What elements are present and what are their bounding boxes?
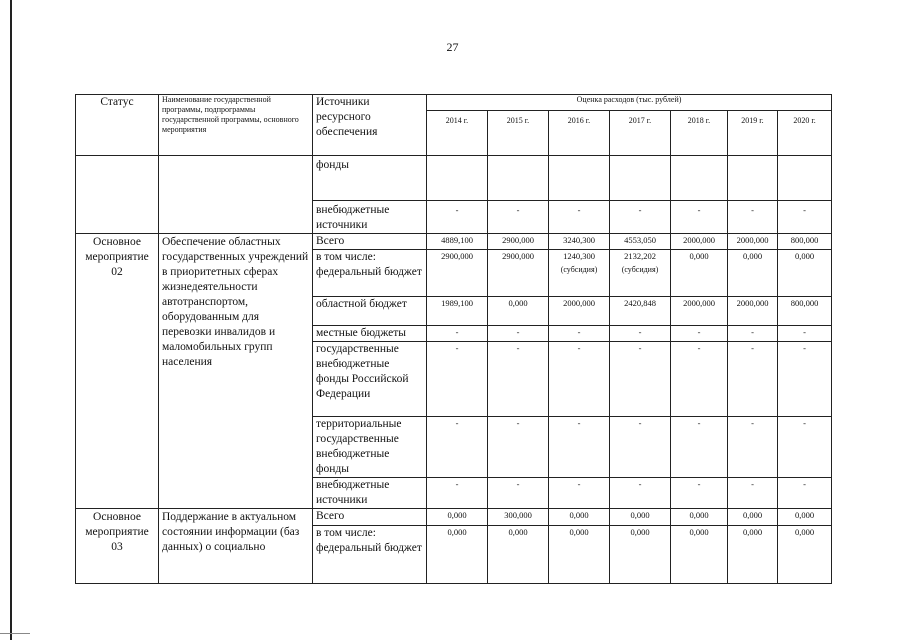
value: 800,000 — [790, 235, 819, 245]
value: 2132,202 — [624, 251, 656, 261]
value: 0,000 — [689, 510, 709, 520]
value-cell — [728, 526, 778, 584]
measure-name: Поддержание в актуальном состоянии информации (баз данных) о социально — [159, 509, 313, 584]
value: 2900,000 — [502, 251, 534, 261]
value-cell: - — [728, 201, 778, 234]
value-cell — [610, 250, 671, 297]
value: 2000,000 — [736, 298, 769, 308]
value-cell: - — [488, 201, 549, 234]
value: 800,000 — [790, 298, 819, 308]
value-cell — [427, 234, 488, 250]
expense-table — [75, 94, 832, 584]
value: 300,000 — [504, 510, 532, 520]
value-cell — [549, 234, 610, 250]
value-cell — [728, 342, 778, 417]
value-cell — [488, 234, 549, 250]
value: 0,000 — [508, 298, 528, 308]
value: 0,000 — [794, 527, 815, 537]
value: - — [455, 479, 459, 489]
status-cell-empty — [76, 156, 159, 234]
source-cell: территориальные государственные внебюджетные фонды — [313, 417, 427, 478]
header-year: 2020 г. — [778, 111, 832, 156]
value-cell — [427, 250, 488, 297]
value-cell — [728, 417, 778, 478]
value: 2420,848 — [624, 298, 656, 308]
value-cell — [427, 342, 488, 417]
value-cell — [549, 297, 610, 326]
value: - — [697, 343, 701, 353]
value: - — [697, 327, 701, 337]
value: 2900,000 — [441, 251, 473, 261]
value-cell — [610, 156, 671, 201]
value-cell — [549, 326, 610, 342]
value-cell — [728, 478, 778, 509]
value-cell — [488, 478, 549, 509]
value: - — [751, 418, 754, 428]
value-cell — [427, 156, 488, 201]
value-cell — [610, 526, 671, 584]
value: - — [577, 327, 581, 337]
value-cell — [778, 297, 832, 326]
scan-mark — [0, 633, 30, 634]
value-cell — [610, 234, 671, 250]
value: 2000,000 — [683, 298, 715, 308]
value-cell — [610, 478, 671, 509]
value: - — [516, 479, 520, 489]
source-cell: фонды — [313, 156, 427, 201]
value-cell — [549, 250, 610, 297]
value-cell — [778, 234, 832, 250]
header-year: 2014 г. — [427, 111, 488, 156]
table-row — [76, 156, 832, 201]
value: - — [697, 418, 701, 428]
value-cell — [728, 250, 778, 297]
table-row — [76, 509, 832, 526]
value-cell — [778, 342, 832, 417]
value: - — [516, 418, 520, 428]
value: - — [516, 343, 520, 353]
value-cell — [427, 297, 488, 326]
table-row — [76, 234, 832, 250]
table-body — [76, 95, 832, 584]
value-cell — [549, 509, 610, 526]
name-cell-empty — [159, 156, 313, 234]
value-cell — [671, 297, 728, 326]
value: - — [455, 343, 459, 353]
value-cell — [610, 509, 671, 526]
value-cell — [728, 297, 778, 326]
measure-status: Основное мероприятие 02 — [76, 234, 159, 509]
value-cell — [778, 526, 832, 584]
value-cell: - — [610, 201, 671, 234]
value-cell — [549, 417, 610, 478]
source-cell: местные бюджеты — [313, 326, 427, 342]
value-cell — [671, 342, 728, 417]
value-cell — [549, 478, 610, 509]
value-cell — [778, 417, 832, 478]
source-cell: областной бюджет — [313, 297, 427, 326]
value: - — [803, 479, 806, 489]
value-cell — [728, 509, 778, 526]
source-cell: государственные внебюджетные фонды Российской Федерации — [313, 342, 427, 417]
value: 2000,000 — [736, 235, 769, 245]
value: 2000,000 — [563, 298, 595, 308]
value: - — [638, 327, 642, 337]
header-sources: Источники ресурсного обеспечения — [313, 95, 427, 156]
value-cell — [778, 156, 832, 201]
value-note: (субсидия) — [560, 265, 598, 274]
value: - — [577, 479, 581, 489]
value-note: (субсидия) — [621, 265, 659, 274]
value-cell: - — [427, 201, 488, 234]
value-cell — [488, 297, 549, 326]
page-number: 27 — [446, 40, 459, 54]
value: 0,000 — [689, 251, 709, 261]
value-cell — [427, 526, 488, 584]
value-cell — [488, 342, 549, 417]
value-cell — [671, 526, 728, 584]
source-cell: внебюджетные источники — [313, 478, 427, 509]
value-cell — [671, 234, 728, 250]
value-cell — [671, 478, 728, 509]
value-cell — [778, 326, 832, 342]
header-name: Наименование государственной программы, подпрограммы государственной программы, основного мероприятия — [159, 95, 313, 156]
value: - — [516, 327, 520, 337]
measure-name: Обеспечение областных государственных учреждений в приоритетных сферах жизнедеятельности автотранспортом, оборудованным для перевозки инвалидов и маломобильных групп населения — [159, 234, 313, 509]
source-cell: Всего — [313, 234, 427, 250]
value-cell — [610, 326, 671, 342]
value-cell — [671, 509, 728, 526]
value-cell — [671, 326, 728, 342]
value: 4553,050 — [624, 235, 656, 245]
value-cell — [778, 509, 832, 526]
value: 2900,000 — [502, 235, 534, 245]
value-cell — [488, 326, 549, 342]
value: - — [803, 418, 806, 428]
value: - — [455, 327, 459, 337]
value: 0,000 — [508, 527, 528, 537]
value-cell — [728, 156, 778, 201]
value-cell — [778, 478, 832, 509]
value-cell — [610, 417, 671, 478]
value-cell — [671, 250, 728, 297]
value: - — [638, 418, 642, 428]
value: - — [697, 479, 701, 489]
source-cell: в том числе: федеральный бюджет — [313, 526, 427, 584]
value: 0,000 — [742, 251, 763, 261]
value-cell — [488, 417, 549, 478]
header-status: Статус — [76, 95, 159, 156]
value: - — [577, 418, 581, 428]
value-cell — [488, 250, 549, 297]
value: 0,000 — [569, 510, 589, 520]
value-cell — [427, 417, 488, 478]
value: 0,000 — [794, 510, 815, 520]
value-cell — [427, 326, 488, 342]
scan-edge — [10, 0, 12, 640]
value-cell — [728, 326, 778, 342]
value: 0,000 — [742, 527, 763, 537]
value: 3240,300 — [563, 235, 595, 245]
value-cell — [549, 156, 610, 201]
value: - — [803, 327, 806, 337]
header-year: 2017 г. — [610, 111, 671, 156]
source-cell: Всего — [313, 509, 427, 526]
value: - — [803, 343, 806, 353]
source-cell: в том числе: федеральный бюджет — [313, 250, 427, 297]
value-cell — [610, 297, 671, 326]
value: 2000,000 — [683, 235, 715, 245]
value: - — [577, 343, 581, 353]
value: 0,000 — [447, 510, 467, 520]
value: 0,000 — [742, 510, 763, 520]
value: 0,000 — [794, 251, 815, 261]
value-cell: - — [549, 201, 610, 234]
value-cell — [549, 342, 610, 417]
value-cell — [671, 417, 728, 478]
value: 0,000 — [689, 527, 709, 537]
value-cell — [488, 526, 549, 584]
header-estimate: Оценка расходов (тыс. рублей) — [427, 95, 832, 111]
value-cell — [427, 478, 488, 509]
value: 0,000 — [630, 527, 650, 537]
value: - — [455, 418, 459, 428]
value: - — [751, 479, 754, 489]
header-year: 2018 г. — [671, 111, 728, 156]
value: - — [751, 327, 754, 337]
value-cell — [671, 156, 728, 201]
value: 0,000 — [630, 510, 650, 520]
value: - — [638, 479, 642, 489]
value-cell: - — [778, 201, 832, 234]
value: 1240,300 — [563, 251, 595, 261]
header-year: 2016 г. — [549, 111, 610, 156]
value-cell — [778, 250, 832, 297]
header-year: 2019 г. — [728, 111, 778, 156]
value-cell — [728, 234, 778, 250]
value: 4889,100 — [441, 235, 473, 245]
value: - — [751, 343, 754, 353]
value-cell — [488, 509, 549, 526]
value: - — [638, 343, 642, 353]
value: 0,000 — [569, 527, 589, 537]
value: 1989,100 — [441, 298, 473, 308]
source-cell: внебюджетные источники — [313, 201, 427, 234]
value-cell: - — [671, 201, 728, 234]
header-year: 2015 г. — [488, 111, 549, 156]
value-cell — [488, 156, 549, 201]
value-cell — [610, 342, 671, 417]
value-cell — [427, 509, 488, 526]
measure-status: Основное мероприятие 03 — [76, 509, 159, 584]
value: 0,000 — [447, 527, 467, 537]
value-cell — [549, 526, 610, 584]
